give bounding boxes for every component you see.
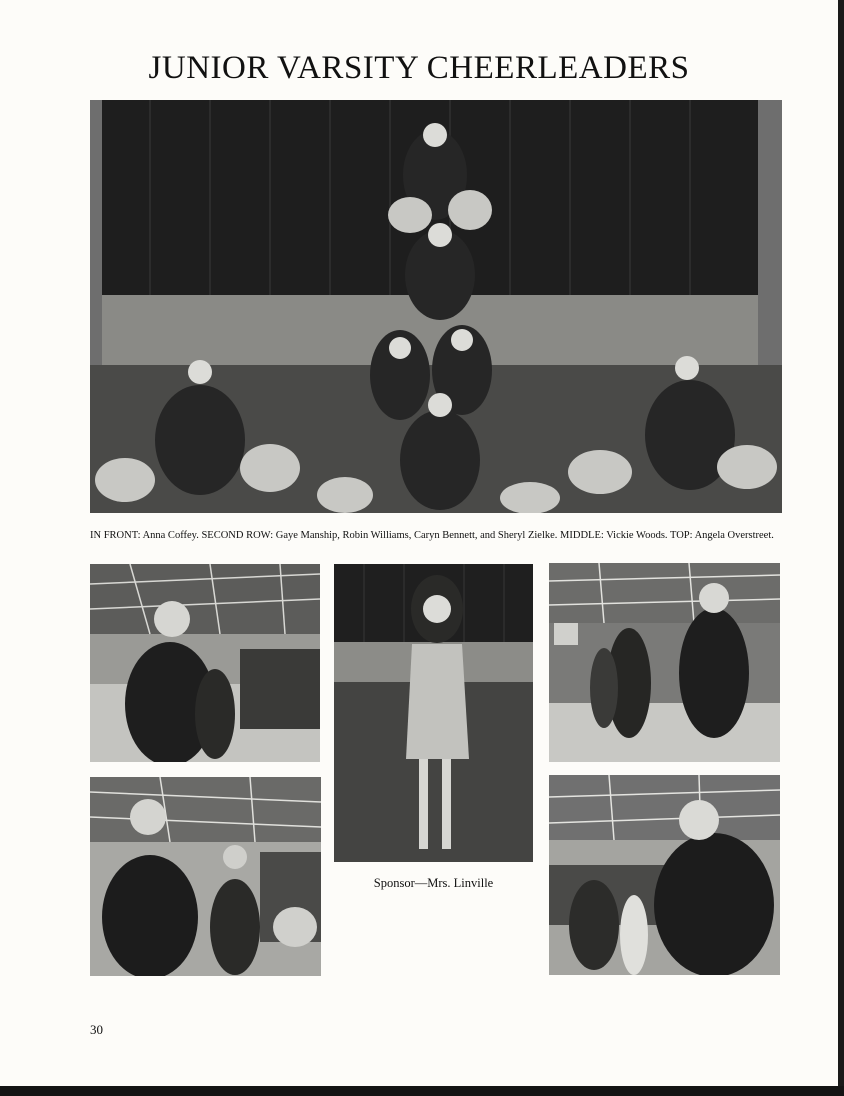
group-photo-caption: IN FRONT: Anna Coffey. SECOND ROW: Gaye Manship, Robin Williams, Caryn Bennett, and Sheryl Zielke. MIDDLE: Vickie Woods. TOP: Angela Overstreet.: [90, 530, 774, 541]
page-number: 30: [90, 1022, 103, 1037]
cheerleader-gym-photo-4: [549, 775, 780, 975]
page-edge-shadow: [838, 0, 844, 1096]
sponsor-caption: Sponsor—Mrs. Linville: [373, 876, 494, 890]
page-bottom-edge: [0, 1086, 844, 1096]
cheerleader-gym-photo-3: [549, 563, 780, 762]
cheerleader-gym-photo-1: [90, 564, 320, 762]
cheerleader-gym-photo-2: [90, 777, 321, 976]
page-title: JUNIOR VARSITY CHEERLEADERS: [148, 50, 690, 86]
sponsor-portrait-photo: [334, 564, 533, 862]
group-pyramid-photo: [90, 100, 782, 513]
